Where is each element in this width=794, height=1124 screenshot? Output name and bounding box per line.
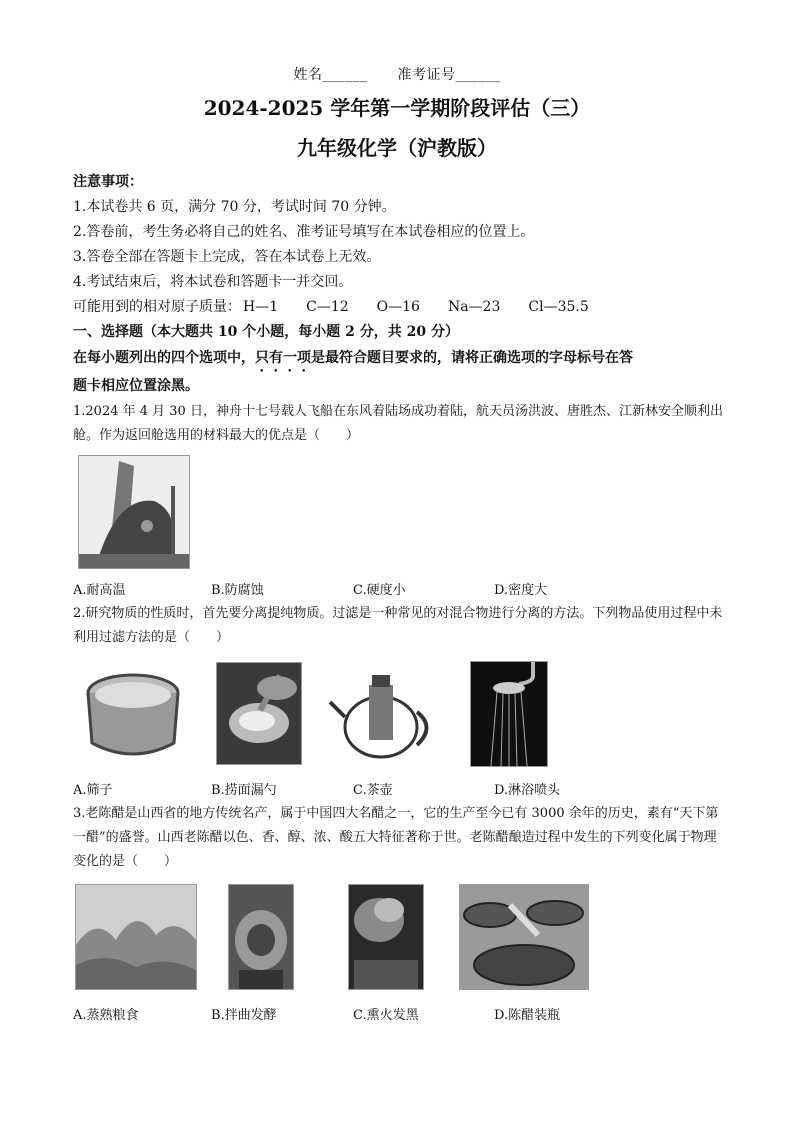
steaming-grain-photo (75, 884, 197, 990)
atomic-mass-line (73, 297, 617, 317)
exam-id-field-label: 准考证号______ (397, 67, 501, 83)
atomic-mass-item: C—12 (306, 299, 349, 315)
section-instruction (73, 348, 633, 375)
option-d[interactable]: D.淋浴喷头 (494, 783, 561, 798)
option-c[interactable]: C.熏火发黑 (353, 1008, 419, 1023)
question-3-stem: 3.老陈醋是山西省的地方传统名产，属于中国四大名醋之一，它的生产至今已有 3000 余年的历史，素有“天下第一醋”的盛誉。山西老陈醋以色、香、醇、浓、酸五大特征著称于世。老陈醋酿造过程中发生的下列变化属于物理变化的是（ ） (73, 806, 719, 869)
teapot-photo (324, 667, 438, 765)
instruction-text: 在每小题列出的四个选项中， (73, 350, 255, 366)
shower-head-photo (470, 661, 548, 767)
option-a[interactable]: A.筛子 (73, 783, 113, 798)
option-b[interactable]: B.捞面漏勺 (211, 783, 277, 798)
atomic-mass-item: Na—23 (447, 299, 501, 315)
option-d[interactable]: D.密度大 (494, 583, 548, 598)
return-capsule-photo (78, 455, 190, 569)
option-a[interactable]: A.耐高温 (73, 583, 126, 598)
option-c[interactable]: C.茶壶 (353, 783, 393, 798)
exam-subtitle: 九年级化学（沪教版） (297, 136, 497, 160)
smoking-fire-photo (348, 884, 424, 990)
instruction-emphasis: 只有一项 (255, 350, 311, 366)
notice-item: 3.答卷全部在答题卡上完成，答在本试卷上无效。 (73, 249, 381, 265)
notice-heading: 注意事项： (73, 174, 143, 190)
candidate-info-line (0, 64, 794, 84)
section-heading: 一、选择题（本大题共 10 个小题，每小题 2 分，共 20 分） (73, 324, 459, 340)
section-instruction-cont: 题卡相应位置涂黑。 (73, 378, 199, 394)
option-b[interactable]: B.防腐蚀 (211, 583, 264, 598)
option-d[interactable]: D.陈醋装瓶 (494, 1008, 561, 1023)
question-1-stem: 1.2024 年 4 月 30 日，神舟十七号载人飞船在东风着陆场成功着陆，航天员汤洪波、唐胜杰、江新林安全顺利出舱。作为返回舱选用的材料最大的优点是（ ） (73, 404, 723, 443)
name-field-label: 姓名______ (293, 67, 368, 83)
bottling-vinegar-photo (459, 884, 589, 990)
exam-title: 2024-2025 学年第一学期阶段评估（三） (203, 96, 591, 120)
noodle-strainer-photo (216, 662, 302, 765)
atomic-mass-label: 可能用到的相对原子质量： (73, 299, 241, 315)
notice-item: 1.本试卷共 6 页，满分 70 分，考试时间 70 分钟。 (73, 199, 396, 215)
atomic-mass-item: H—1 (243, 299, 279, 315)
question-2-stem: 2.研究物质的性质时，首先要分离提纯物质。过滤是一种常见的对混合物进行分离的方法。下列物品使用过程中未利用过滤方法的是（ ） (73, 606, 723, 645)
instruction-text: 是最符合题目要求的，请将正确选项的字母标号在答 (311, 350, 633, 366)
notice-item: 2.答卷前，考生务必将自己的姓名、准考证号填写在本试卷相应的位置上。 (73, 224, 535, 240)
option-c[interactable]: C.硬度小 (353, 583, 406, 598)
sieve-photo (84, 665, 182, 765)
atomic-mass-item: O—16 (376, 299, 420, 315)
option-a[interactable]: A.蒸熟粮食 (73, 1008, 139, 1023)
notice-item: 4.考试结束后，将本试卷和答题卡一并交回。 (73, 274, 353, 290)
option-b[interactable]: B.拌曲发酵 (211, 1008, 277, 1023)
mixing-yeast-photo (228, 884, 294, 990)
atomic-mass-item: Cl—35.5 (528, 299, 589, 315)
